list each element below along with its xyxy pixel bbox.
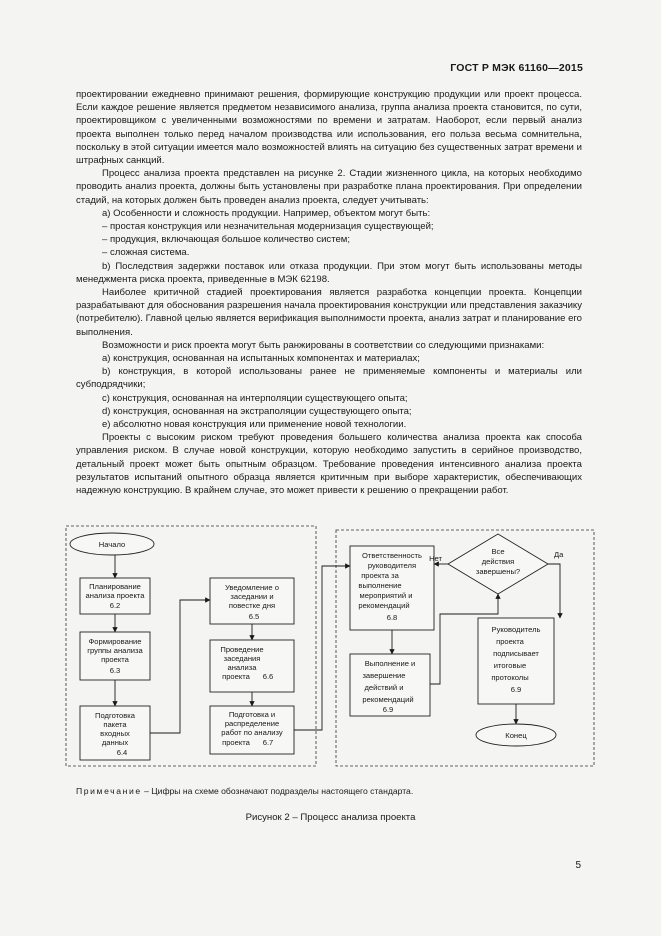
list-item: d) конструкция, основанная на экстраполяции существующего опыта;	[102, 405, 412, 417]
decision-text: завершены?	[475, 567, 521, 576]
paragraph: Процесс анализа проекта представлен на рисунке 2. Стадии жизненного цикла, на которых необходимо проводить анализ проекта, должны быть установлены при разработке плана проектирования. При определении стадий, на которых должен быть проведен анализ проекта, следует учитывать:	[76, 168, 582, 206]
box-number: 6.9	[510, 685, 522, 694]
box-number: 6.6	[262, 672, 274, 681]
box-text: пакета	[103, 720, 127, 729]
yes-label: Да	[554, 550, 564, 559]
list-item: – простая конструкция или незначительная модернизация существующей;	[102, 221, 434, 233]
box-text: входных	[100, 729, 130, 738]
paragraph: Проекты с высоким риском требуют проведения большего количества анализа проекта как способа управления риском. В случае новой конструкции, которую необходимо запустить в серийное производство, детальный проект может быть опытным образцом. Требование проведения интенсивного анализа проекта результатов испытаний опытного образца является критичным при выборе характеристик, обеспечивающих надежную конструкцию. В крайнем случае, это может привести к решению о прекращении работ.	[76, 432, 582, 497]
box-number: 6.2	[109, 601, 121, 610]
note-label: Примечание	[76, 786, 142, 796]
box-6-7	[210, 706, 294, 754]
list-item: – продукция, включающая большое количество систем;	[102, 234, 350, 246]
box-text: работ по анализу	[221, 728, 283, 737]
decision-text: Все	[491, 547, 505, 556]
box-text: заседания	[223, 654, 261, 663]
box-text: подписывает	[493, 649, 539, 658]
box-text: Выполнение и	[364, 659, 416, 668]
box-number: 6.9	[382, 705, 394, 714]
list-item: c) конструкция, основанная на интерполяции существующего опыта;	[102, 392, 408, 404]
paragraph: Наиболее критичной стадией проектирования является разработка концепции проекта. Концепции разрабатывают для обоснования разрешения начала проектирования конструкции или представления заказчику (потребителю). Главной целью является верификация выполнимости проекта, анализ затрат и планирование его выполнения.	[76, 287, 582, 338]
decision-text: действия	[481, 557, 515, 566]
figure-caption: Рисунок 2 – Процесс анализа проекта	[245, 812, 416, 823]
box-number: 6.8	[386, 613, 398, 622]
flowchart	[64, 524, 598, 772]
box-text: Проведение	[220, 645, 264, 654]
box-text: Подготовка и	[228, 710, 276, 719]
page-number: 5	[575, 860, 581, 871]
box-6-5	[210, 578, 294, 624]
box-text: выполнение	[358, 581, 402, 590]
list-item: a) конструкция, основанная на испытанных компонентах и материалах;	[102, 353, 420, 365]
box-6-2	[80, 578, 150, 614]
list-item: b) конструкция, в которой использованы ранее не применяемые компоненты и материалы или субподрядчики;	[76, 366, 582, 391]
start-label: Начало	[98, 540, 126, 549]
box-text: проекта	[222, 738, 250, 747]
list-item: – сложная система.	[102, 247, 190, 259]
decision-node	[448, 534, 548, 594]
box-text: мероприятий и	[359, 591, 413, 600]
end-label: Конец	[505, 731, 527, 740]
list-item: e) абсолютно новая конструкция или применение новой технологии.	[102, 419, 407, 431]
box-text: Подготовка	[95, 711, 135, 720]
box-text: проекта за	[361, 571, 399, 580]
box-text: проекта	[101, 655, 129, 664]
box-text: распределение	[224, 719, 280, 728]
box-text: рекомендаций	[358, 601, 410, 610]
box-number: 6.5	[248, 612, 260, 621]
box-text: проекта	[496, 637, 524, 646]
box-text: проекта	[222, 672, 250, 681]
box-text: завершение	[362, 671, 406, 680]
note-text: – Цифры на схеме обозначают подразделы настоящего стандарта.	[141, 786, 414, 796]
box-text: протоколы	[491, 673, 529, 682]
box-text: Уведомление о	[225, 583, 279, 592]
paragraph: проектировании ежедневно принимают решения, формирующие конструкцию продукции или проект процесса. Если каждое решение является предметом независимого анализа, группа анализа проекта становится, по сути, проектировщиком с увеличенными возможностями по времени и затратам. Наоборот, если первый анализ проекта выполнен только перед началом производства или использования, его польза весьма сомнительна, поскольку в этой ситуации имеется мало возможностей влиять на ситуацию без существенных затрат времени и штрафных санкций.	[76, 89, 582, 167]
box-text: действий и	[364, 683, 404, 692]
body-text	[76, 88, 582, 497]
box-6-9-actions	[350, 654, 430, 716]
end-node	[476, 724, 556, 746]
start-node	[70, 533, 154, 555]
document-header: ГОСТ Р МЭК 61160—2015	[450, 62, 583, 74]
list-item: b) Последствия задержки поставок или отказа продукции. При этом могут быть использованы методы менеджмента риска проекта, приведенные в МЭК 62198.	[76, 260, 582, 285]
paragraph: Возможности и риск проекта могут быть ранжированы в соответствии со следующими признаками:	[102, 339, 545, 351]
box-text: Формирование	[88, 637, 142, 646]
box-text: итоговые	[493, 661, 527, 670]
box-number: 6.7	[262, 738, 274, 747]
box-6-4	[80, 706, 150, 760]
box-text: анализа	[227, 663, 257, 672]
box-6-6	[210, 640, 294, 692]
box-6-8	[350, 546, 434, 630]
box-number: 6.3	[109, 666, 121, 675]
no-label: Нет	[429, 554, 442, 563]
box-text: рекомендаций	[362, 695, 414, 704]
box-number: 6.4	[116, 748, 128, 757]
box-text: Планирование	[89, 582, 141, 591]
figure-note	[76, 786, 413, 796]
box-6-9-signoff	[478, 618, 554, 704]
box-text: Ответственность	[362, 551, 422, 560]
list-item: a) Особенности и сложность продукции. Например, объектом могут быть:	[102, 207, 431, 219]
box-text: группы анализа	[87, 646, 143, 655]
box-text: повестке дня	[228, 601, 276, 610]
box-text: Руководитель	[491, 625, 541, 634]
box-6-3	[80, 632, 150, 680]
flowchart-figure	[64, 524, 598, 772]
box-text: данных	[101, 738, 129, 747]
box-text: руководителя	[367, 561, 417, 570]
box-text: заседании и	[230, 592, 274, 601]
box-text: анализа проекта	[85, 591, 145, 600]
